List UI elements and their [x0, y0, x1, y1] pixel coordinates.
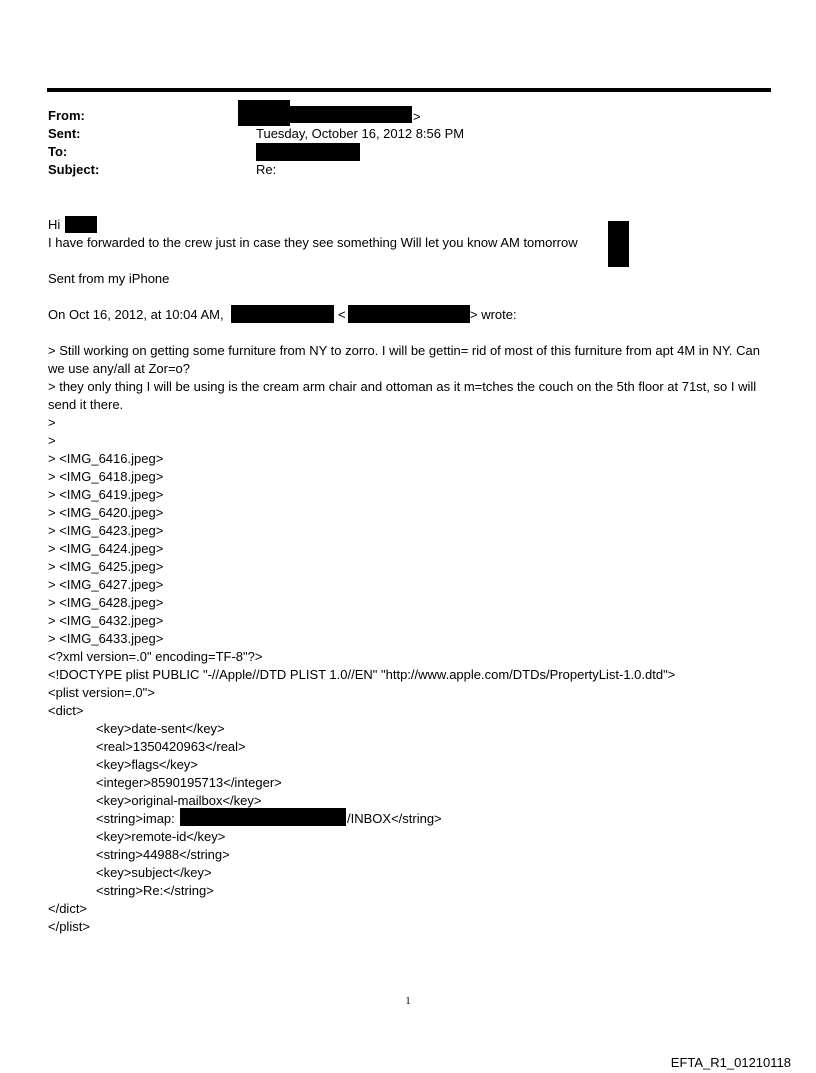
dict-line: <string>Re:</string> — [96, 883, 214, 898]
attachment-line: > <IMG_6423.jpeg> — [48, 523, 164, 538]
attachment-line: > <IMG_6424.jpeg> — [48, 541, 164, 556]
signature: Sent from my iPhone — [48, 271, 170, 286]
redaction-block — [238, 100, 290, 126]
attachment-line: > <IMG_6428.jpeg> — [48, 595, 164, 610]
dict-line: <key>date-sent</key> — [96, 721, 225, 736]
document-id: EFTA_R1_01210118 — [670, 1055, 791, 1070]
subject-value: Re: — [256, 162, 277, 177]
dict-line: <integer>8590195713</integer> — [96, 775, 282, 790]
sent-value: Tuesday, October 16, 2012 8:56 PM — [256, 126, 465, 141]
attachment-line: > <IMG_6419.jpeg> — [48, 487, 164, 502]
quote-intro-suffix: > wrote: — [470, 307, 517, 322]
plist-open: <plist version=.0"> — [48, 685, 155, 700]
greeting: Hi — [48, 217, 61, 232]
redaction-block — [65, 216, 97, 233]
redaction-block — [256, 143, 360, 161]
attachment-line: > <IMG_6420.jpeg> — [48, 505, 164, 520]
dict-line: <key>original-mailbox</key> — [96, 793, 262, 808]
attachment-line: > <IMG_6427.jpeg> — [48, 577, 164, 592]
message-text: I have forwarded to the crew just in case they see something Will let you know AM tomorrow — [48, 235, 578, 250]
quote-blank-line: > — [48, 433, 56, 448]
from-label: From: — [48, 108, 85, 123]
redaction-block — [348, 305, 470, 323]
to-label: To: — [48, 144, 68, 159]
dict-open: <dict> — [48, 703, 84, 718]
redaction-block — [608, 221, 629, 267]
quote-intro-prefix: On Oct 16, 2012, at 10:04 AM, — [48, 307, 224, 322]
redaction-block — [180, 808, 346, 826]
from-suffix: > — [413, 109, 421, 124]
plist-close: </plist> — [48, 919, 90, 934]
dict-line: <real>1350420963</real> — [96, 739, 246, 754]
dict-line: <key>remote-id</key> — [96, 829, 226, 844]
doctype-line: <!DOCTYPE plist PUBLIC "-//Apple//DTD PLIST 1.0//EN" "http://www.apple.com/DTDs/PropertyList-1.0.dtd"> — [48, 667, 676, 682]
page-number: 1 — [405, 995, 411, 1007]
attachment-line: > <IMG_6432.jpeg> — [48, 613, 164, 628]
xml-declaration: <?xml version=.0" encoding=TF-8"?> — [48, 649, 263, 664]
subject-label: Subject: — [48, 162, 100, 177]
dict-line: <key>subject</key> — [96, 865, 212, 880]
attachment-line: > <IMG_6425.jpeg> — [48, 559, 164, 574]
attachment-line: > <IMG_6418.jpeg> — [48, 469, 164, 484]
header-rule — [47, 88, 771, 92]
quote-paragraph-1: > Still working on getting some furniture from NY to zorro. I will be gettin= rid of most of this furniture from apt 4M in NY. Can we use any/all at Zor=o? — [48, 343, 760, 376]
quote-blank-line: > — [48, 415, 56, 430]
dict-close: </dict> — [48, 901, 88, 916]
redaction-block — [290, 106, 412, 123]
imap-suffix: /INBOX</string> — [347, 811, 442, 826]
dict-line: <key>flags</key> — [96, 757, 198, 772]
dict-line: <string>44988</string> — [96, 847, 230, 862]
quote-intro-lt: < — [338, 307, 346, 322]
redaction-block — [231, 305, 334, 323]
attachment-line: > <IMG_6416.jpeg> — [48, 451, 164, 466]
attachment-line: > <IMG_6433.jpeg> — [48, 631, 164, 646]
sent-label: Sent: — [48, 126, 81, 141]
quote-paragraph-2: > they only thing I will be using is the cream arm chair and ottoman as it m=tches the couch on the 5th floor at 71st, so I will send it there. — [48, 379, 757, 412]
imap-prefix: <string>imap: — [96, 811, 175, 826]
